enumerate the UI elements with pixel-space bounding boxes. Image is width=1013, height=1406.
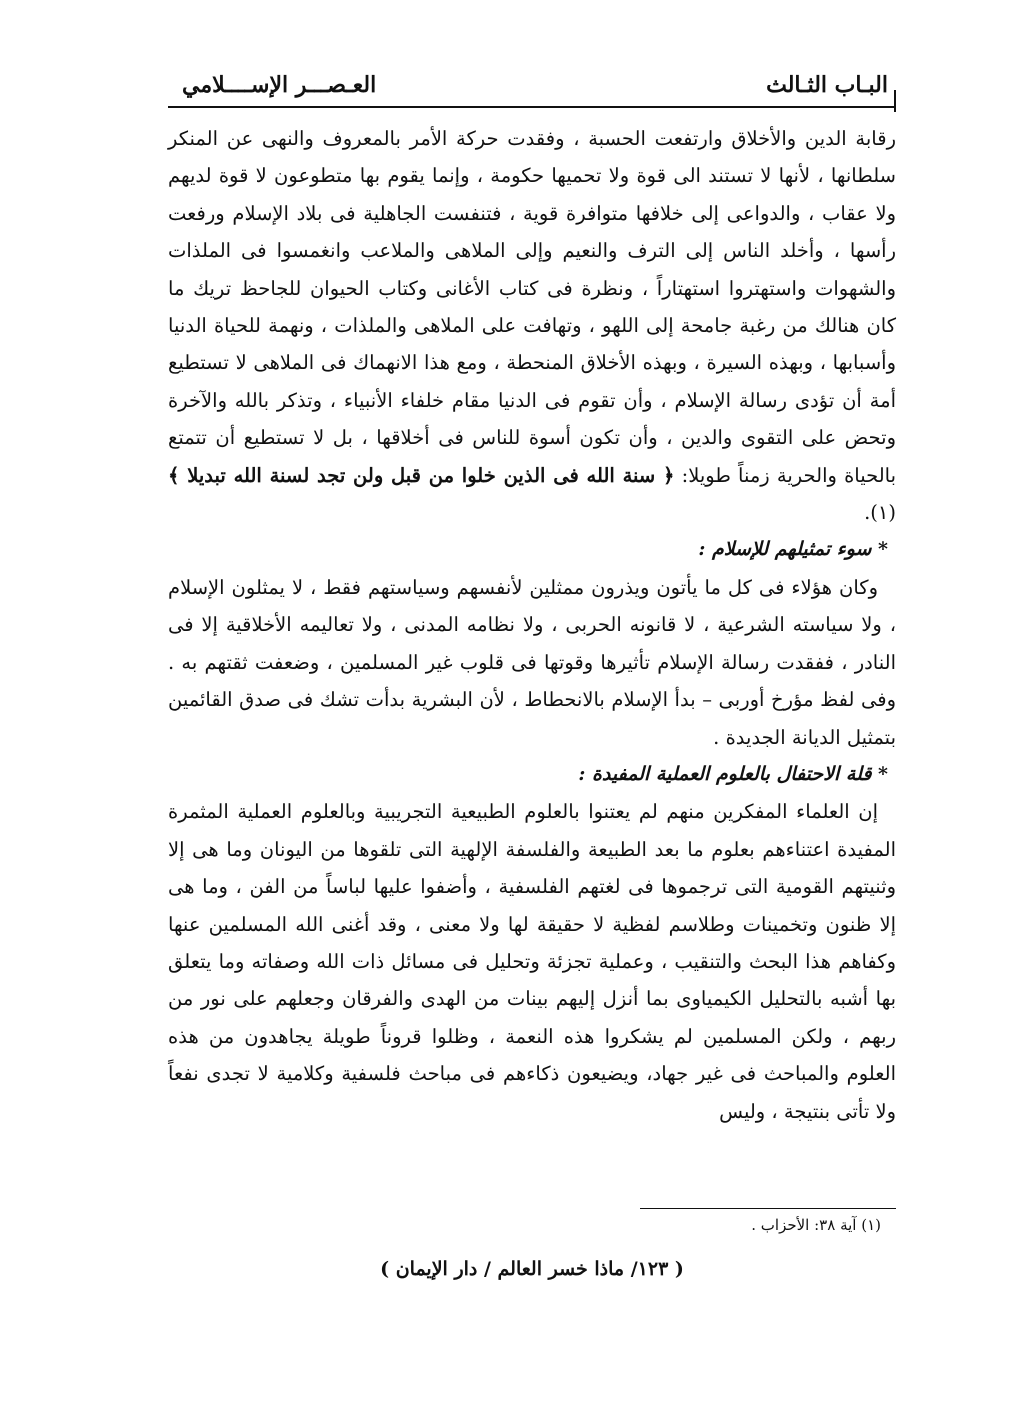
book-section-title: العـصـــر الإســــلامي <box>182 72 377 98</box>
running-header <box>168 70 896 108</box>
quran-quote: ﴿ سنة الله فى الذين خلوا من قبل ولن تجد لسنة الله تبديلا ﴾ <box>168 463 675 487</box>
chapter-title: البـاب الثـالث <box>766 72 888 98</box>
footnote-ref: (١). <box>864 501 896 525</box>
paragraph-1-text: رقابة الدين والأخلاق وارتفعت الحسبة ، وفقدت حركة الأمر بالمعروف والنهى عن المنكر سلطانها ، لأنها لا تستند الى قوة ولا تحميها حكومة ، وإنما يقوم بها متطوعون لا قوة لديهم ولا عقاب ، والدواعى إلى خلافها متوافرة قوية ، فتنفست الجاهلية فى بلاد الإسلام ورفعت رأسها ، وأخلد الناس إلى الترف والنعيم وإلى الملاهى والملاعب وانغمسوا فى الملذات والشهوات واستهتروا استهتاراً ، ونظرة فى كتاب الأغانى وكتاب الحيوان للجاحظ تريك ما كان هنالك من رغبة جامحة إلى اللهو ، وتهافت على الملاهى والملذات ، ونهمة للحياة الدنيا وأسبابها ، وبهذه السيرة ، وبهذه الأخلاق المنحطة ، ومع هذا الانهماك فى الملاهى لا تستطيع أمة أن تؤدى رسالة الإسلام ، وأن تقوم فى الدنيا مقام خلفاء الأنبياء ، وتذكر بالله والآخرة وتحض على التقوى والدين ، وأن تكون أسوة للناس فى أخلاقها ، بل لا تستطيع أن تتمتع بالحياة والحرية زمناً طويلا: <box>168 127 897 487</box>
section-heading-sciences: * قلة الاحتفال بالعلوم العملية المفيدة : <box>578 762 888 785</box>
page-footer: ( ١٢٣/ ماذا خسر العالم / دار الإيمان ) <box>380 1258 684 1280</box>
paragraph-2: وكان هؤلاء فى كل ما يأتون ويذرون ممثلين لأنفسهم وسياستهم فقط ، لا يمثلون الإسلام ، ولا سياسته الشرعية ، لا قانونه الحربى ، ولا نظامه المدنى ، ولا تعاليمه الأخلاقية إلا فى النادر ، ففقدت رسالة الإسلام تأثيرها وقوتها فى قلوب غير المسلمين ، وضعفت ثقتهم به . وفى لفظ مؤرخ أوربى – بدأ الإسلام بالانحطاط ، لأن البشرية بدأت تشك فى صدق القائمين بتمثيل الديانة الجديدة . <box>168 575 896 749</box>
paragraph-3: إن العلماء المفكرين منهم لم يعتنوا بالعلوم الطبيعية التجريبية وبالعلوم العملية المثمرة المفيدة اعتناءهم بعلوم ما بعد الطبيعة والفلسفة الإلهية التى تلقوها من اليونان وما هى إلا وثنيتهم القومية التى ترجموها فى لغتهم الفلسفية ، وأضفوا عليها لباساً من الفن ، وما هى إلا ظنون وتخمينات وطلاسم لفظية لا حقيقة لها ولا معنى ، وقد أغنى الله المسلمين عنها وكفاهم هذا البحث والتنقيب ، وعملية تجزئة وتحليل فى مسائل ذات الله وصفاته وما يتعلق بها أشبه بالتحليل الكيمياوى بما أنزل إليهم بينات من الهدى والفرقان وجعلهم على نور من ربهم ، ولكن المسلمين لم يشكروا هذه النعمة ، وظلوا قروناً طويلة يجاهدون من هذه العلوم والمباحث فى غير جهاد، ويضيعون ذكاءهم فى مباحث فلسفية وكلامية لا تجدى نفعاً ولا تأتى بنتيجة ، وليس <box>168 800 896 1123</box>
body-text <box>168 120 896 1130</box>
header-rule-tick <box>894 90 896 112</box>
section-heading-misrepresentation: * سوء تمثيلهم للإسلام : <box>698 538 888 561</box>
footnote: (١) آية ٣٨: الأحزاب . <box>751 1216 881 1234</box>
footnote-divider <box>640 1208 896 1209</box>
paragraph-1 <box>168 120 896 531</box>
